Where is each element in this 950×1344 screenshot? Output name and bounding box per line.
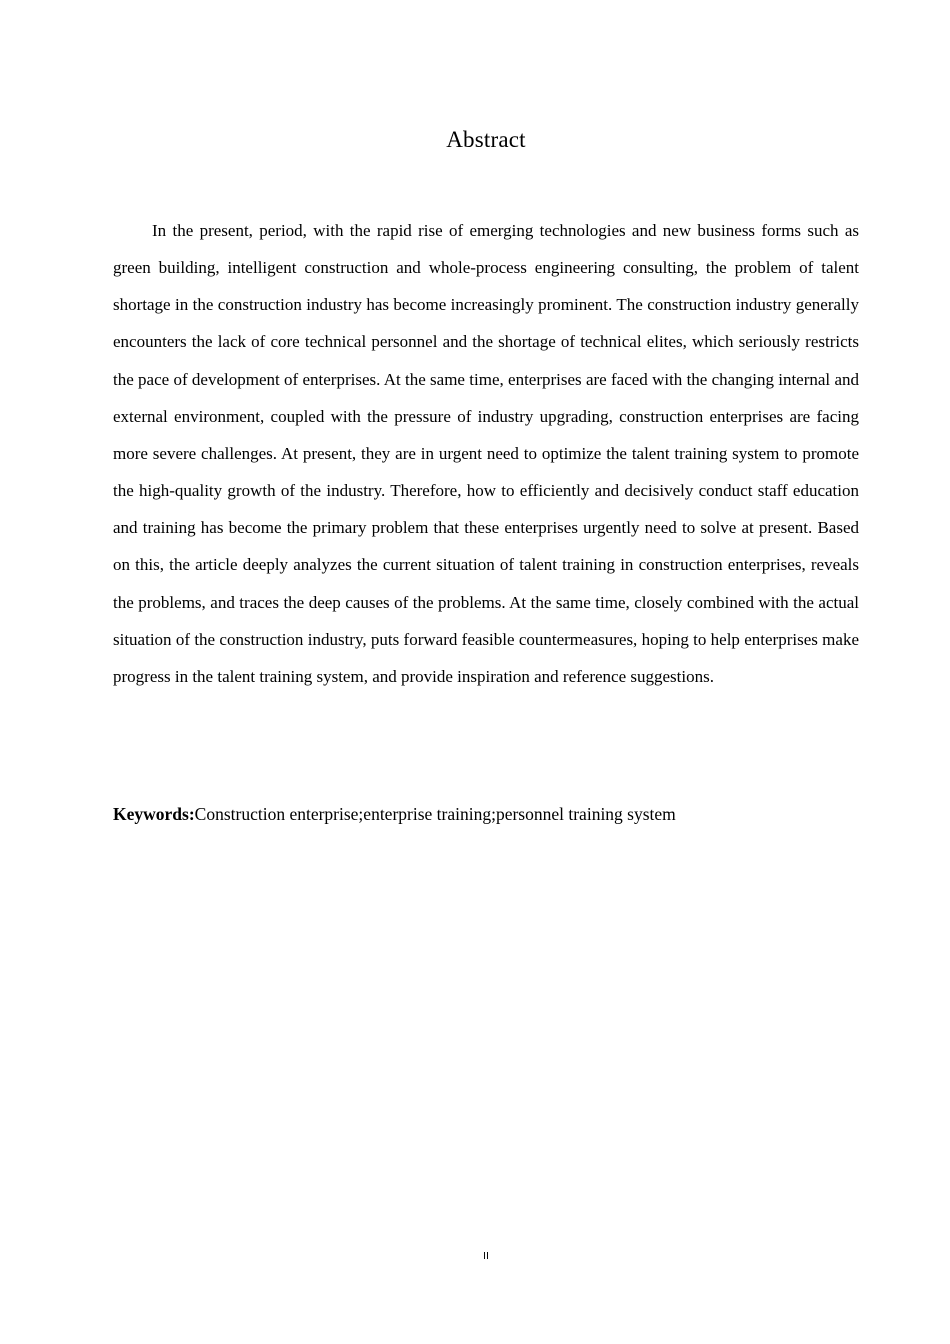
page-number: II: [483, 1251, 489, 1262]
keywords-label: Keywords:: [113, 804, 195, 824]
keywords-line: [113, 798, 859, 830]
abstract-title: Abstract: [446, 127, 526, 152]
abstract-paragraph: In the present, period, with the rapid rise of emerging technologies and new business forms such as green building, intelligent construction and whole-process engineering consulting, the problem of talent shortage in the construction industry has become increasingly prominent. The construction industry generally encounters the lack of core technical personnel and the shortage of technical elites, which seriously restricts the pace of development of enterprises. At the same time, enterprises are faced with the changing internal and external environment, coupled with the pressure of industry upgrading, construction enterprises are facing more severe challenges. At present, they are in urgent need to optimize the talent training system to promote the high-quality growth of the industry. Therefore, how to efficiently and decisively conduct staff education and training has become the primary problem that these enterprises urgently need to solve at present. Based on this, the article deeply analyzes the current situation of talent training in construction enterprises, reveals the problems, and traces the deep causes of the problems. At the same time, closely combined with the actual situation of the construction industry, puts forward feasible countermeasures, hoping to help enterprises make progress in the talent training system, and provide inspiration and reference suggestions.: [113, 221, 859, 686]
keywords-list: Construction enterprise;enterprise training;personnel training system: [194, 804, 676, 824]
